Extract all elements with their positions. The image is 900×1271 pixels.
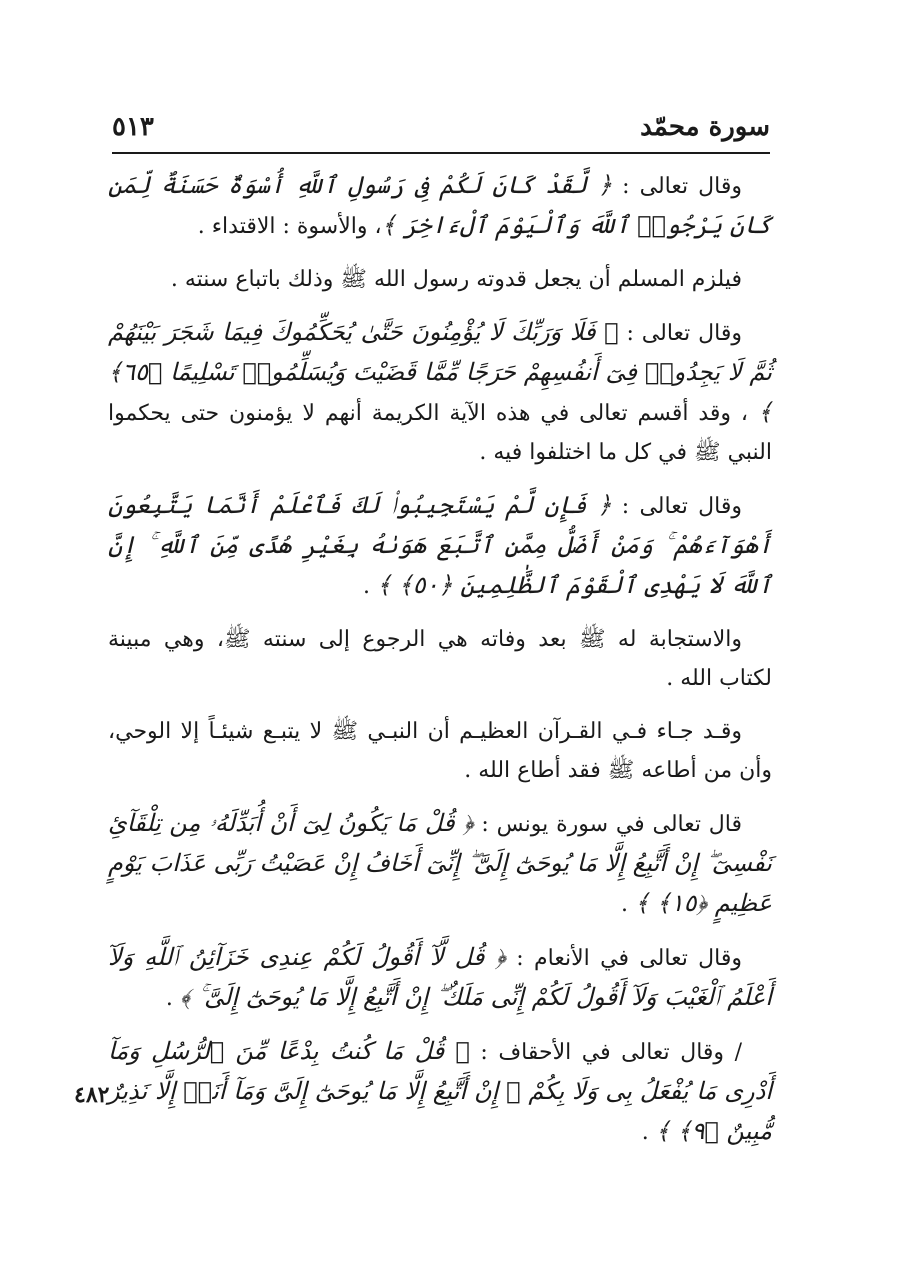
quran-verse: ﴿ قُلْ مَا يَكُونُ لِىٓ أَنْ أُبَدِّلَهُۥ مِن تِلْقَآئِ نَفْسِىٓ ۖ إِنْ أَتَّبِعُ إِلَّا مَا يُوحَىٰٓ إِلَىَّ ۖ إِنِّىٓ أَخَافُ إِنْ عَصَيْتُ رَبِّى عَذَابَ يَوْمٍ عَظِيمٍ ﴿١٥﴾ ﴾ <box>108 809 772 917</box>
quran-verse: ﴿ قُل لَّآ أَقُولُ لَكُمْ عِندِى خَزَآئِنُ ٱللَّهِ وَلَآ أَعْلَمُ ٱلْغَيْبَ وَلَآ أَقُولُ لَكُمْ إِنِّى مَلَكٌ ۖ إِنْ أَتَّبِعُ إِلَّا مَا يُوحَىٰٓ إِلَىَّ ۚ ﴾ <box>108 943 772 1011</box>
paragraph-tail: ، وقد أقسم تعالى في هذه الآية الكريمة أنهم لا يؤمنون حتى يحكموا النبي ﷺ في كل ما اختلفوا فيه . <box>108 401 772 465</box>
paragraph-qasas-verse <box>108 486 772 606</box>
paragraph-tail: . <box>165 986 180 1011</box>
paragraph-tail: . <box>620 892 635 917</box>
paragraph-lead: وقال تعالى في الأنعام : <box>505 946 742 971</box>
running-title: سورة محمّد <box>640 112 770 142</box>
paragraph-following-example <box>108 260 772 299</box>
page-header <box>112 108 770 154</box>
page-number: ٥١٣ <box>112 112 154 142</box>
paragraph-revelation <box>108 712 772 790</box>
paragraph-lead: قال تعالى في سورة يونس : <box>473 812 742 837</box>
paragraph-lead: وقال تعالى : <box>612 174 742 199</box>
quran-verse: ﴿ قُلْ مَا كُنتُ بِدْعًا مِّنَ ٱلرُّسُلِ وَمَآ أَدْرِى مَا يُفْعَلُ بِى وَلَا بِكُمْ ۖ إِنْ أَتَّبِعُ إِلَّا مَا يُوحَىٰٓ إِلَىَّ وَمَآ أَنَا۠ إِلَّا نَذِيرٌ مُّبِينٌ ﴿٩﴾ ﴾ <box>108 1037 772 1145</box>
quran-verse: ﴿ فَلَا وَرَبِّكَ لَا يُؤْمِنُونَ حَتَّىٰ يُحَكِّمُوكَ فِيمَا شَجَرَ بَيْنَهُمْ ثُمَّ لَا يَجِدُوا۟ فِىٓ أَنفُسِهِمْ حَرَجًا مِّمَّا قَضَيْتَ وَيُسَلِّمُوا۟ تَسْلِيمًا ﴿٦٥﴾ ﴾ <box>108 318 772 426</box>
margin-page-reference: ٤٨٢ <box>74 1082 110 1108</box>
paragraph-yunus-verse <box>108 804 772 924</box>
paragraph-tail: ، والأسوة : الاقتداء . <box>197 214 382 239</box>
paragraph-ahzab-verse <box>108 166 772 246</box>
paragraph-text: والاستجابة له ﷺ بعد وفاته هي الرجوع إلى سنته ﷺ، وهي مبينة لكتاب الله . <box>108 627 772 691</box>
paragraph-nisa-verse <box>108 313 772 472</box>
paragraph-tail: . <box>641 1120 656 1145</box>
paragraph-ahqaf-verse <box>108 1032 772 1152</box>
paragraph-lead: / وقال تعالى في الأحقاف : <box>469 1040 743 1065</box>
quran-verse: ﴿ لَّقَدْ كَانَ لَكُمْ فِى رَسُولِ ٱللَّهِ أُسْوَةٌ حَسَنَةٌ لِّمَن كَانَ يَرْجُوا۟ ٱللَّهَ وَٱلْيَوْمَ ٱلْءَاخِرَ ﴾ <box>108 171 772 239</box>
paragraph-lead: وقال تعالى : <box>618 321 742 346</box>
paragraph-tail: . <box>362 574 377 599</box>
paragraph-anam-verse <box>108 938 772 1018</box>
body-text <box>108 166 772 1166</box>
paragraph-lead: وقال تعالى : <box>611 494 743 519</box>
quran-verse: ﴿ فَإِن لَّمْ يَسْتَجِيبُوا۟ لَكَ فَٱعْلَمْ أَنَّمَا يَتَّبِعُونَ أَهْوَآءَهُمْ ۚ وَمَنْ أَضَلُّ مِمَّنِ ٱتَّبَعَ هَوَىٰهُ بِغَيْرِ هُدًى مِّنَ ٱللَّهِ ۚ إِنَّ ٱللَّهَ لَا يَهْدِى ٱلْقَوْمَ ٱلظَّٰلِمِينَ ﴿٥٠﴾ ﴾ <box>108 491 772 599</box>
paragraph-text: فيلزم المسلم أن يجعل قدوته رسول الله ﷺ وذلك باتباع سنته . <box>170 267 742 292</box>
paragraph-response <box>108 620 772 698</box>
paragraph-text: وقـد جـاء فـي القـرآن العظيـم أن النبـي ﷺ لا يتبـع شيئـاً إلا الوحي، وأن من أطاعه ﷺ فقد أطاع الله . <box>108 719 772 783</box>
